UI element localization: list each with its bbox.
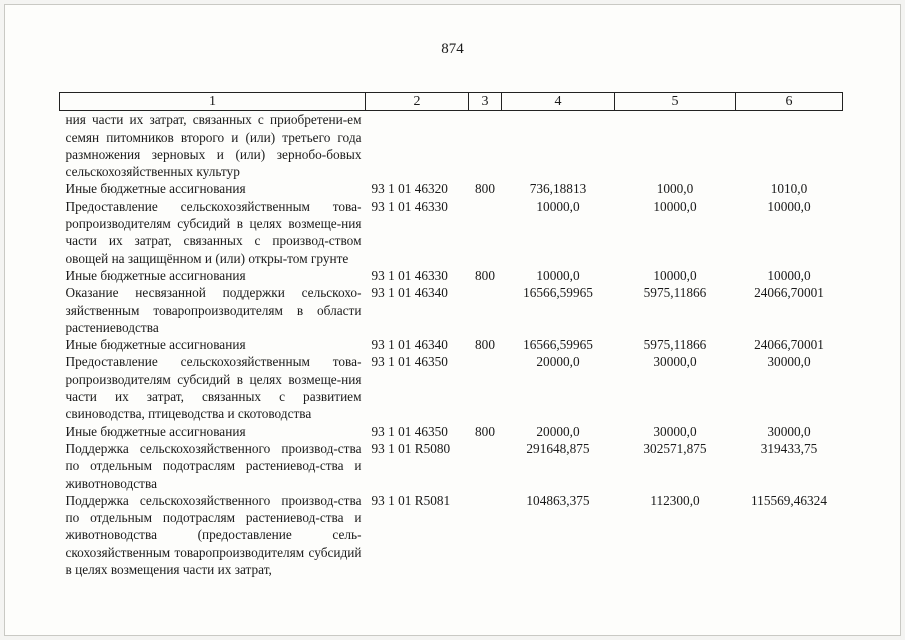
row-code-cell: 93 1 01 R5080 — [371, 440, 451, 456]
row-code-cell: 93 1 01 46340 — [371, 337, 448, 353]
table-row — [60, 111, 843, 181]
row-value-2-cell: 5975,11866 — [643, 285, 707, 301]
row-name-cell: Поддержка сельскохозяйственного производ-ства по отдельным подотраслям растениевод-ства и животноводства — [65, 440, 362, 491]
column-header: 5 — [615, 93, 736, 111]
row-value-3-cell: 319433,75 — [760, 440, 818, 456]
row-name-cell: Иные бюджетные ассигнования — [65, 423, 246, 439]
table-row — [60, 440, 843, 492]
table-row — [60, 180, 843, 197]
row-name-cell: Иные бюджетные ассигнования — [65, 337, 246, 353]
table-row — [60, 353, 843, 422]
row-value-2-cell: 112300,0 — [650, 492, 700, 508]
row-name-cell: Оказание несвязанной поддержки сельскохо-зяйственным товаропроизводителям в области растениеводства — [65, 285, 362, 335]
row-value-1-cell — [502, 111, 615, 181]
row-type-cell: 800 — [475, 181, 495, 197]
row-code-cell: 93 1 01 46350 — [371, 423, 448, 439]
table-row — [60, 336, 843, 353]
row-value-3-cell: 30000,0 — [767, 354, 811, 370]
document-page — [4, 4, 901, 636]
table-row — [60, 198, 843, 267]
table-row — [60, 267, 843, 284]
row-value-2-cell: 30000,0 — [653, 354, 697, 370]
column-header: 2 — [366, 93, 469, 111]
row-value-2-cell: 10000,0 — [653, 198, 697, 214]
row-value-2-cell — [615, 111, 736, 181]
row-value-1-cell: 20000,0 — [536, 423, 580, 439]
row-name-cell: Иные бюджетные ассигнования — [65, 267, 246, 283]
row-value-2-cell: 5975,11866 — [643, 337, 707, 353]
row-value-1-cell: 104863,375 — [526, 492, 590, 508]
row-type-cell — [469, 492, 502, 578]
row-name-cell: Поддержка сельскохозяйственного производ-ства по отдельным подотраслям растениевод-ства и животноводства (предоставление сель-скохозяйственным товаропроизводителям субсидий в целях возмещения части их затрат, — [65, 492, 362, 578]
row-code-cell: 93 1 01 46330 — [371, 267, 448, 283]
table-row — [60, 492, 843, 578]
row-value-2-cell: 30000,0 — [653, 423, 697, 439]
table-row — [60, 284, 843, 336]
row-value-3-cell: 10000,0 — [767, 198, 811, 214]
row-value-2-cell: 302571,875 — [643, 440, 707, 456]
row-value-1-cell: 291648,875 — [526, 440, 590, 456]
row-type-cell — [469, 111, 502, 181]
row-value-1-cell: 20000,0 — [536, 354, 580, 370]
row-code-cell: 93 1 01 46320 — [371, 181, 448, 197]
row-value-1-cell: 10000,0 — [536, 267, 580, 283]
budget-table — [59, 92, 843, 578]
column-header: 6 — [736, 93, 843, 111]
row-code-cell: 93 1 01 R5081 — [371, 492, 451, 508]
column-header: 1 — [60, 93, 366, 111]
row-name-cell: Предоставление сельскохозяйственным това-ропроизводителям субсидий в целях возмеще-ния части их затрат, связанных с производ-ством овощей на защищённом и (или) откры-том грунте — [65, 198, 362, 266]
row-type-cell — [469, 198, 502, 267]
row-value-2-cell: 10000,0 — [653, 267, 697, 283]
row-name-cell: ния части их затрат, связанных с приобретени-ем семян питомников второго и (или) третьего года размножения зерновых и (или) зернобо-бовых сельскохозяйственных культур — [65, 112, 362, 180]
row-code-cell — [366, 111, 469, 181]
row-value-1-cell: 16566,59965 — [523, 285, 593, 301]
row-value-3-cell: 10000,0 — [767, 267, 811, 283]
row-type-cell: 800 — [475, 267, 495, 283]
header-row — [60, 93, 843, 111]
table-row — [60, 423, 843, 440]
row-code-cell: 93 1 01 46340 — [371, 285, 448, 301]
row-type-cell: 800 — [475, 337, 495, 353]
row-value-3-cell: 30000,0 — [767, 423, 811, 439]
row-value-1-cell: 10000,0 — [536, 198, 580, 214]
row-value-2-cell: 1000,0 — [656, 181, 694, 197]
row-type-cell — [469, 353, 502, 422]
page-number: 874 — [441, 41, 464, 57]
row-code-cell: 93 1 01 46350 — [371, 354, 448, 370]
row-name-cell: Предоставление сельскохозяйственным това-ропроизводителям субсидий в целях возмеще-ния части их затрат, связанных с развитием свиноводства, птицеводства и скотоводства — [65, 354, 362, 422]
row-value-1-cell: 736,18813 — [529, 181, 587, 197]
row-code-cell: 93 1 01 46330 — [371, 198, 448, 214]
row-type-cell — [469, 284, 502, 336]
row-value-3-cell: 115569,46324 — [751, 492, 827, 508]
row-value-3-cell: 24066,70001 — [754, 285, 824, 301]
row-type-cell — [469, 440, 502, 492]
row-value-3-cell: 1010,0 — [770, 181, 808, 197]
column-header: 3 — [469, 93, 502, 111]
row-value-1-cell: 16566,59965 — [523, 337, 593, 353]
row-value-3-cell — [736, 111, 843, 181]
row-type-cell: 800 — [475, 423, 495, 439]
row-name-cell: Иные бюджетные ассигнования — [65, 181, 246, 197]
column-header: 4 — [502, 93, 615, 111]
row-value-3-cell: 24066,70001 — [754, 337, 824, 353]
